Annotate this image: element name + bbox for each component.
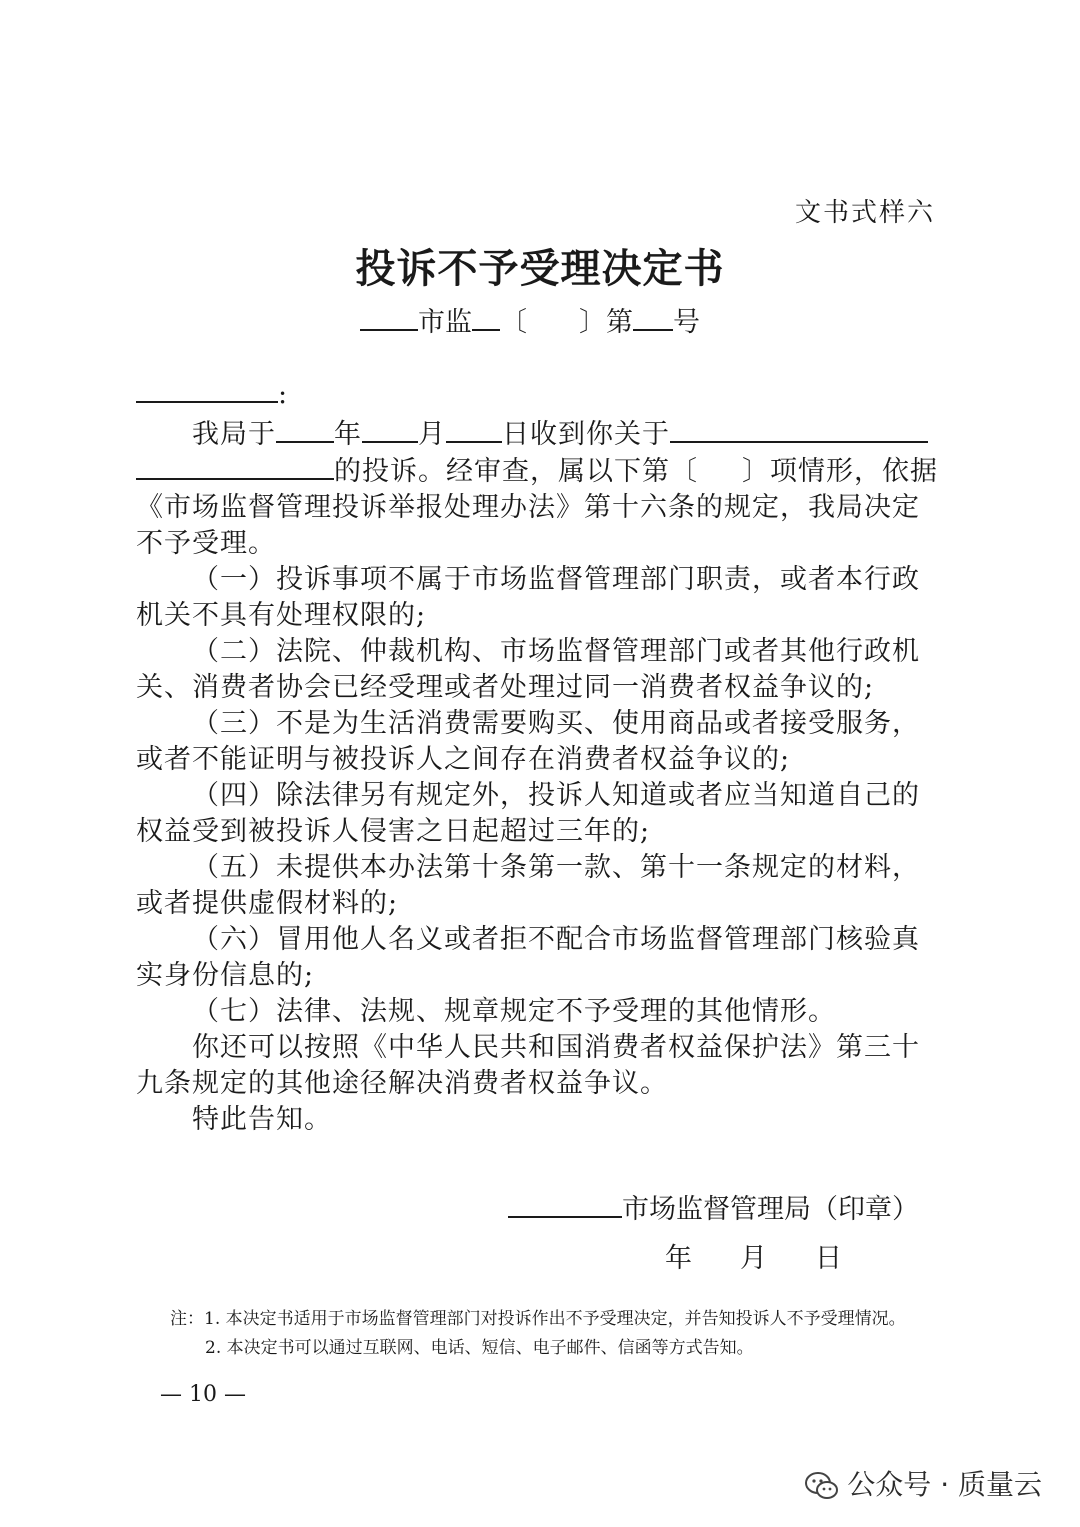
- date-line: [665, 1236, 842, 1275]
- item-1-cont: 机关不具有处理权限的;: [136, 600, 427, 631]
- text: 〕项情形，依据: [742, 456, 938, 487]
- wechat-icon: [805, 1471, 839, 1501]
- blank-seq: [633, 303, 673, 331]
- body-line: 九条规定的其他途径解决消费者权益争议。: [136, 1068, 668, 1099]
- signature-text: 市场监督管理局（印章）: [622, 1194, 919, 1225]
- signature-line: [508, 1187, 919, 1226]
- body-line: 特此告知。: [192, 1104, 332, 1135]
- text: 日收到你关于: [502, 419, 670, 450]
- blank-day: [446, 415, 502, 443]
- date-month: 月: [740, 1243, 767, 1274]
- ref-bracket-open: 〔: [500, 307, 527, 338]
- blank-code: [472, 303, 500, 331]
- addressee-line: [136, 375, 288, 410]
- reference-number: [360, 300, 700, 339]
- note-2: 2. 本决定书可以通过互联网、电话、短信、电子邮件、信函等方式告知。: [205, 1338, 754, 1358]
- text: 年: [334, 419, 362, 450]
- ref-bracket-close: 〕第: [579, 307, 633, 338]
- ref-part1: 市监: [418, 307, 472, 338]
- blank-region: [360, 303, 418, 331]
- item-6-cont: 实身份信息的;: [136, 960, 315, 991]
- blank-year: [276, 415, 334, 443]
- item-3: （三）不是为生活消费需要购买、使用商品或者接受服务，: [192, 708, 920, 739]
- note-1: 注：1. 本决定书适用于市场监督管理部门对投诉作出不予受理决定，并告知投诉人不予受理情况。: [170, 1309, 906, 1329]
- item-3-cont: 或者不能证明与被投诉人之间存在消费者权益争议的;: [136, 744, 791, 775]
- blank-subject-cont: [136, 452, 334, 480]
- text: 的投诉。经审查，属以下第〔: [334, 456, 698, 487]
- blank-month: [362, 415, 418, 443]
- body-line: [192, 412, 928, 451]
- item-2: （二）法院、仲裁机构、市场监督管理部门或者其他行政机: [192, 636, 920, 667]
- watermark-text: 公众号 · 质量云: [847, 1468, 1042, 1501]
- blank-bureau: [508, 1190, 622, 1218]
- item-4: （四）除法律另有规定外，投诉人知道或者应当知道自己的: [192, 780, 920, 811]
- watermark: [805, 1463, 1042, 1503]
- form-number: 文书式样六: [794, 198, 935, 228]
- item-4-cont: 权益受到被投诉人侵害之日起超过三年的;: [136, 816, 651, 847]
- body-line: 你还可以按照《中华人民共和国消费者权益保护法》第三十: [192, 1032, 920, 1063]
- page-number: — 10 —: [160, 1382, 246, 1407]
- item-6: （六）冒用他人名义或者拒不配合市场监督管理部门核验真: [192, 924, 920, 955]
- document-title: 投诉不予受理决定书: [355, 245, 725, 292]
- body-line: 不予受理。: [136, 528, 276, 559]
- blank-addressee: [136, 375, 278, 403]
- text: 我局于: [192, 419, 276, 450]
- ref-suffix: 号: [673, 307, 700, 338]
- item-7: （七）法律、法规、规章规定不予受理的其他情形。: [192, 996, 836, 1027]
- date-year: 年: [665, 1243, 692, 1274]
- body-line: 《市场监督管理投诉举报处理办法》第十六条的规定，我局决定: [136, 492, 920, 523]
- item-1: （一）投诉事项不属于市场监督管理部门职责，或者本行政: [192, 564, 920, 595]
- body-line: [136, 449, 938, 488]
- item-5-cont: 或者提供虚假材料的;: [136, 888, 399, 919]
- item-2-cont: 关、消费者协会已经受理或者处理过同一消费者权益争议的;: [136, 672, 875, 703]
- item-5: （五）未提供本办法第十条第一款、第十一条规定的材料，: [192, 852, 920, 883]
- text: 月: [418, 419, 446, 450]
- date-day: 日: [815, 1243, 842, 1274]
- blank-subject: [670, 415, 928, 443]
- addressee-colon: :: [278, 379, 289, 410]
